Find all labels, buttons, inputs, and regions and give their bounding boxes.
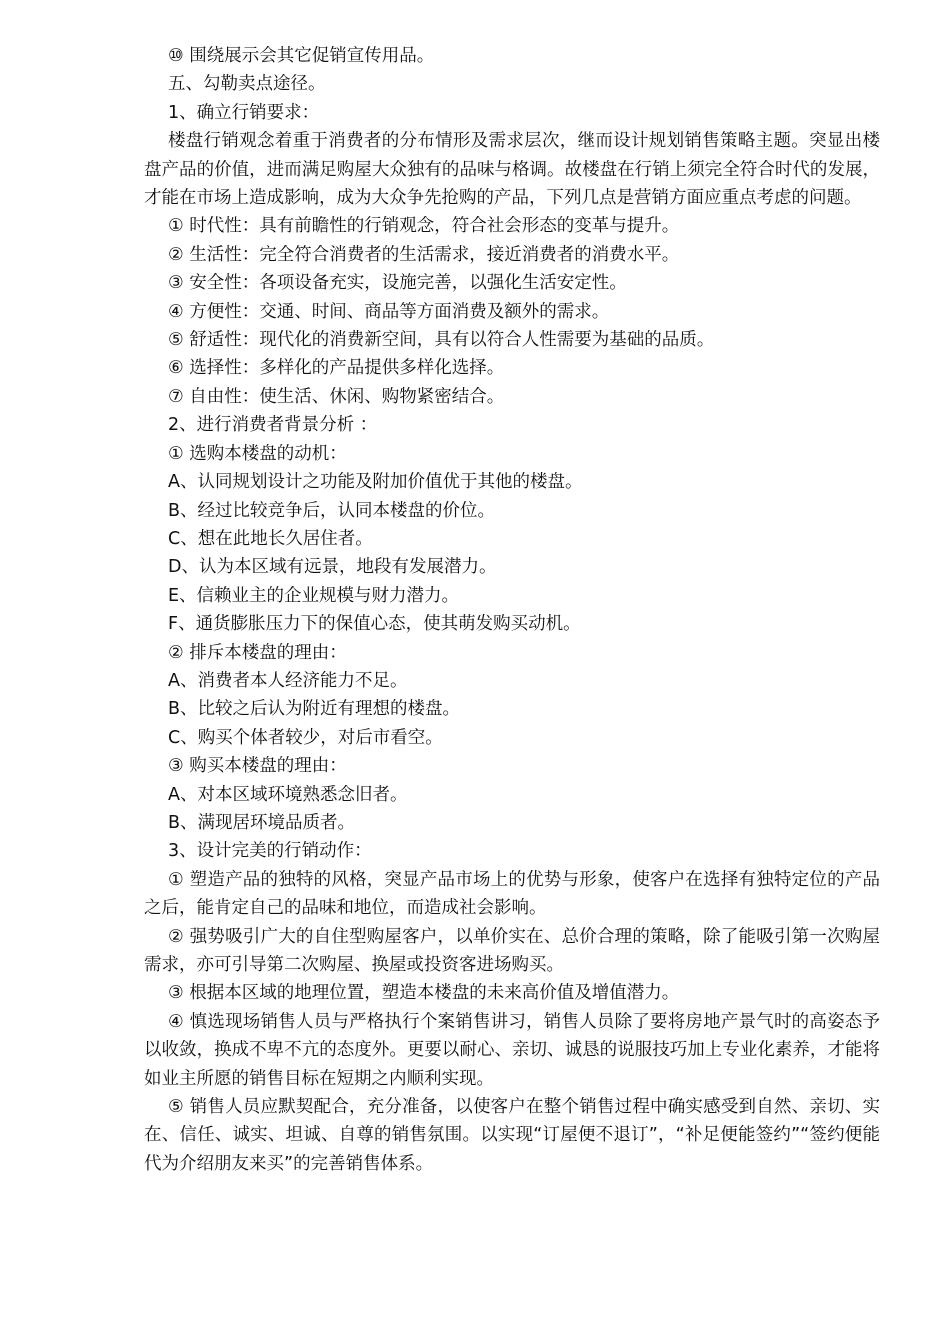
list-item: ⑤ 舒适性：现代化的消费新空间，具有以符合人性需要为基础的品质。 xyxy=(168,330,715,351)
list-item: A、认同规划设计之功能及附加价值优于其他的楼盘。 xyxy=(168,472,583,493)
list-item: ③ 安全性：各项设备充实，设施完善，以强化生活安定性。 xyxy=(168,273,627,294)
list-item: ⑦ 自由性：使生活、休闲、购物紧密结合。 xyxy=(168,386,505,407)
list-item: ⑤ 销售人员应默契配合，充分准备，以使客户在整个销售过程中确实感受到自然、亲切、实在、信任、诚实、坦诚、自尊的销售氛围。以实现“订屋便不退订”，“补足便能签约”“签约便能代为介绍朋友来买”的完善销售体系。 xyxy=(144,1097,880,1174)
list-item: D、认为本区域有远景，地段有发展潜力。 xyxy=(168,557,497,578)
list-item: F、通货膨胀压力下的保值心态，使其萌发购买动机。 xyxy=(168,614,581,635)
list-item: ① 塑造产品的独特的风格，突显产品市场上的优势与形象，使客户在选择有独特定位的产品之后，能肯定自己的品味和地位，而造成社会影响。 xyxy=(144,869,880,919)
list-item: ④ 慎选现场销售人员与严格执行个案销售讲习，销售人员除了要将房地产景气时的高姿态予以收敛，换成不卑不亢的态度外。更要以耐心、亲切、诚恳的说服技巧加上专业化素养，才能将如业主所愿的销售目标在短期之内顺利实现。 xyxy=(144,1011,880,1089)
list-item: ② 强势吸引广大的自住型购屋客户，以单价实在、总价合理的策略，除了能吸引第一次购屋需求，亦可引导第二次购屋、换屋或投资客进场购买。 xyxy=(144,926,880,975)
list-item: A、消费者本人经济能力不足。 xyxy=(168,670,408,691)
list-item: ④ 方便性：交通、时间、商品等方面消费及额外的需求。 xyxy=(168,301,610,322)
list-item: A、对本区域环境熟悉念旧者。 xyxy=(168,784,408,805)
list-item: ① 时代性：具有前瞻性的行销观念，符合社会形态的变革与提升。 xyxy=(168,216,680,237)
subheading-1: 1、确立行销要求： xyxy=(168,102,320,123)
list-item-promo-materials: ⑩ 围绕展示会其它促销宣传用品。 xyxy=(168,46,435,66)
list-item: ② 生活性：完全符合消费者的生活需求，接近消费者的消费水平。 xyxy=(168,244,680,265)
list-item: B、经过比较竞争后，认同本楼盘的价位。 xyxy=(168,500,496,521)
list-item: C、想在此地长久居住者。 xyxy=(168,528,373,549)
body-paragraph: 楼盘行销观念着重于消费者的分布情形及需求层次，继而设计规划销售策略主题。突显出楼盘产品的价值，进而满足购屋大众独有的品味与格调。故楼盘在行销上须完全符合时代的发展，才能在市场上造成影响，成为大众争先抢购的产品，下列几点是营销方面应重点考虑的问题。 xyxy=(144,131,880,209)
list-item: ② 排斥本楼盘的理由： xyxy=(168,642,347,663)
list-item: ⑥ 选择性：多样化的产品提供多样化选择。 xyxy=(168,358,505,379)
list-item: B、满现居环境品质者。 xyxy=(168,812,356,833)
subheading-2: 2、进行消费者背景分析 ： xyxy=(168,415,378,436)
list-item: E、信赖业主的企业规模与财力潜力。 xyxy=(168,585,460,606)
document-page xyxy=(144,42,880,1178)
list-item: B、比较之后认为附近有理想的楼盘。 xyxy=(168,699,461,720)
list-item: C、购买个体者较少，对后市看空。 xyxy=(168,727,443,748)
list-item: ③ 根据本区域的地理位置，塑造本楼盘的未来高价值及增值潜力。 xyxy=(168,983,680,1004)
list-item: ③ 购买本楼盘的理由： xyxy=(168,756,347,777)
subheading-3: 3、设计完美的行销动作： xyxy=(168,841,372,862)
section-heading-5: 五、勾勒卖点途径。 xyxy=(168,74,326,95)
list-item: ① 选购本楼盘的动机： xyxy=(168,443,347,464)
